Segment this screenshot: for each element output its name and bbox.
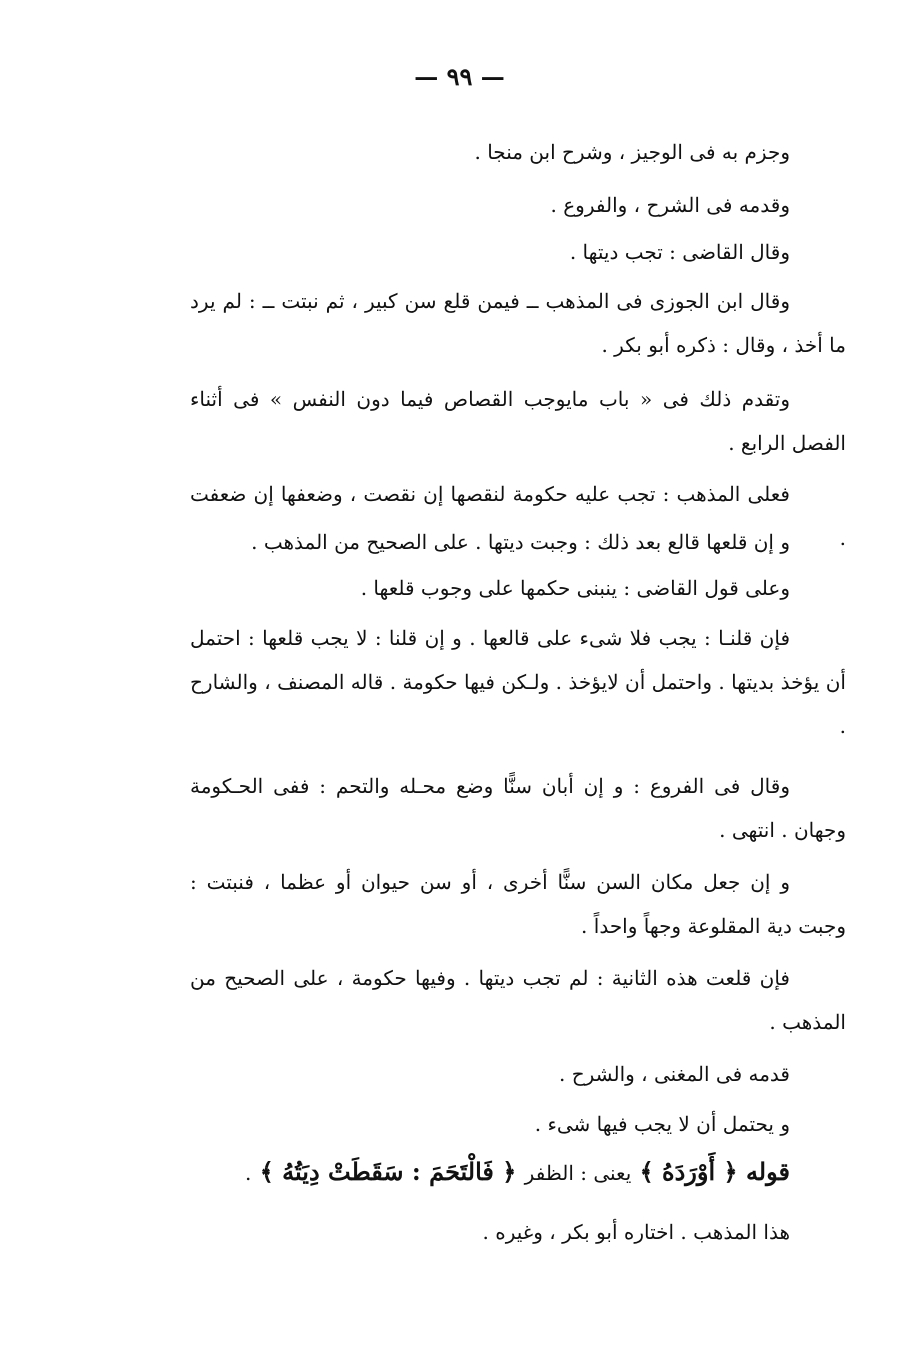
paragraph-3: وقال القاضى : تجب ديتها . <box>569 240 790 264</box>
page-number: — ٩٩ — <box>414 62 505 91</box>
paragraph-12: فإن قلعت هذه الثانية : لم تجب ديتها . وفيها حكومة ، على الصحيح من المذهب . <box>190 966 846 1034</box>
paragraph-11: و إن جعل مكان السن سنًّا أخرى ، أو سن حيوان أو عظما ، فنبتت : وجبت دية المقلوعة وجهاً واحداً . <box>190 870 846 938</box>
paragraph-9: فإن قلنـا : يجب فلا شىء على قالعها . و إن قلنا : لا يجب قلعها : احتمل أن يؤخذ بديتها . واحتمل أن لايؤخذ . ولـكن فيها حكومة . قاله المصنف ، والشارح . <box>190 626 846 738</box>
paragraph-2: وقدمه فى الشرح ، والفروع . <box>550 193 790 217</box>
quoted-phrase: ﴿ فَالْتَحَمَ : سَقَطَتْ دِيَتُهُ ﴾ <box>259 1157 517 1186</box>
paragraph-4: وقال ابن الجوزى فى المذهب ــ فيمن قلع سن كبير ، ثم نبتت ــ : لم يرد ما أخذ ، وقال : ذكره أبو بكر . <box>190 289 846 357</box>
paragraph-1: وجزم به فى الوجيز ، وشرح ابن منجا . <box>474 140 790 164</box>
paragraph-8: وعلى قول القاضى : ينبنى حكمها على وجوب قلعها . <box>360 576 790 600</box>
paragraph-14: و يحتمل أن لا يجب فيها شىء . <box>534 1112 790 1136</box>
paragraph-7: و إن قلعها قالع بعد ذلك : وجبت ديتها . على الصحيح من المذهب . <box>251 530 790 554</box>
last-line: هذا المذهب . اختاره أبو بكر ، وغيره . <box>482 1220 790 1244</box>
quote-middle: يعنى : الظفر <box>524 1161 632 1185</box>
quote-prefix: قوله <box>745 1157 790 1186</box>
quote-line <box>190 1150 846 1195</box>
quote-end: . <box>245 1161 252 1185</box>
paragraph-5: وتقدم ذلك فى « باب مايوجب القصاص فيما دون النفس » فى أثناء الفصل الرابع . <box>190 387 846 455</box>
quoted-word: ﴿ أَوْرَدَهُ ﴾ <box>639 1157 738 1186</box>
paragraph-6: فعلى المذهب : تجب عليه حكومة لنقصها إن نقصت ، وضعفها إن ضعفت . <box>190 482 846 550</box>
paragraph-13: قدمه فى المغنى ، والشرح . <box>559 1062 790 1086</box>
paragraph-10: وقال فى الفروع : و إن أبان سنًّا وضع محـله والتحم : ففى الحـكومة وجهان . انتهى . <box>190 774 846 842</box>
